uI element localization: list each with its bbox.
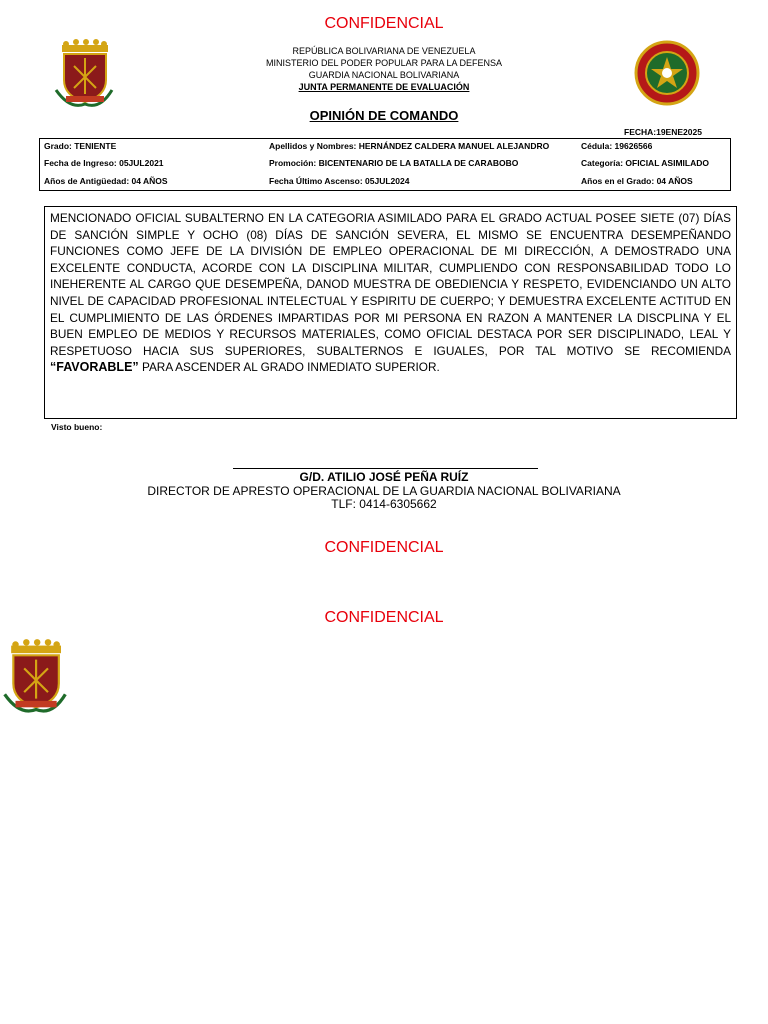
document-title: OPINIÓN DE COMANDO: [309, 108, 459, 123]
signatory-phone: TLF: 0414-6305662: [331, 497, 437, 511]
signatory-name: G/D. ATILIO JOSÉ PEÑA RUÍZ: [299, 470, 469, 484]
coat-of-arms-icon-next-page: [0, 638, 70, 716]
opinion-text-main: MENCIONADO OFICIAL SUBALTERNO EN LA CATEGORIA ASIMILADO PARA EL GRADO ACTUAL POSEE SIETE (07) DÍAS DE SANCIÓN SIMPLE Y OCHO (08) DÍAS DE SANCIÓN SEVERA, EL MISMO SE ENCUENTRA DESEMPEÑANDO FUNCIONES COMO JEFE DE LA DIVISIÓN DE EMPLEO OPERACIONAL DE MI DIRECCIÓN, A DEMOSTRADO UNA EXCELENTE CONDUCTA, ACORDE CON LA DISCIPLINA MILITAR, CUMPLIENDO CON RESPONSABILIDAD TODO LO INEHERENTE AL CARGO QUE DESEMPEÑA, DANOD MUESTRA DE OBEDIENCIA Y RESPETO, EVIDENCIANDO UN ALTO NIVEL DE CAPACIDAD PROFESIONAL INTELECTUAL Y ESPIRITU DE CUERPO; Y DEMUESTRA EXCELENTE ACTITUD EN EL CUMPLIMIENTO DE LAS ÓRDENES IMPARTIDAS POR MI PERSONA EN RAZON A MANTENER LA DISCPLINA Y EL BUEN EMPLEO DE MEDIOS Y RECURSOS MATERIALES, COMO OFICIAL DESTACA POR SER DISCIPLINADO, LEAL Y RESPETUOSO HACIA SUS SUPERIORES, SUBALTERNOS E IGUALES, POR TAL MOTIVO SE RECOMIENDA: [50, 211, 731, 358]
confidential-label-next-page: CONFIDENCIAL: [324, 609, 444, 626]
anos-grado-field: Años en el Grado: 04 AÑOS: [581, 176, 693, 186]
promocion-field: Promoción: BICENTENARIO DE LA BATALLA DE CARABOBO: [269, 158, 519, 168]
header-line-3: GUARDIA NACIONAL BOLIVARIANA: [308, 70, 460, 80]
ultimo-ascenso-field: Fecha Último Ascenso: 05JUL2024: [269, 176, 410, 186]
categoria-field: Categoría: OFICIAL ASIMILADO: [581, 158, 709, 168]
opinion-text: [50, 210, 731, 376]
confidential-label-top: CONFIDENCIAL: [324, 15, 444, 32]
header-line-1: REPÚBLICA BOLIVARIANA DE VENEZUELA: [292, 46, 476, 56]
grado-field: Grado: TENIENTE: [44, 141, 117, 151]
opinion-text-end: PARA ASCENDER AL GRADO INMEDIATO SUPERIOR.: [138, 360, 440, 375]
opinion-body-box: [44, 206, 737, 419]
signatory-position: DIRECTOR DE APRESTO OPERACIONAL DE LA GUARDIA NACIONAL BOLIVARIANA: [147, 484, 621, 498]
favorable-highlight: “FAVORABLE”: [50, 360, 139, 375]
antiguedad-field: Años de Antigüedad: 04 AÑOS: [44, 176, 168, 186]
apellidos-field: Apellidos y Nombres: HERNÁNDEZ CALDERA MANUEL ALEJANDRO: [269, 141, 550, 151]
fecha-ingreso-field: Fecha de Ingreso: 05JUL2021: [44, 158, 164, 168]
document-date: FECHA:19ENE2025: [624, 127, 702, 137]
signature-line: [233, 468, 538, 469]
confidential-label-bottom: CONFIDENCIAL: [324, 539, 444, 556]
visto-bueno-label: Visto bueno:: [51, 422, 103, 432]
officer-info-box: [39, 138, 731, 191]
header-line-4: JUNTA PERMANENTE DE EVALUACIÓN: [298, 82, 470, 92]
cedula-field: Cédula: 19626566: [581, 141, 653, 151]
header-line-2: MINISTERIO DEL PODER POPULAR PARA LA DEFENSA: [265, 58, 503, 68]
